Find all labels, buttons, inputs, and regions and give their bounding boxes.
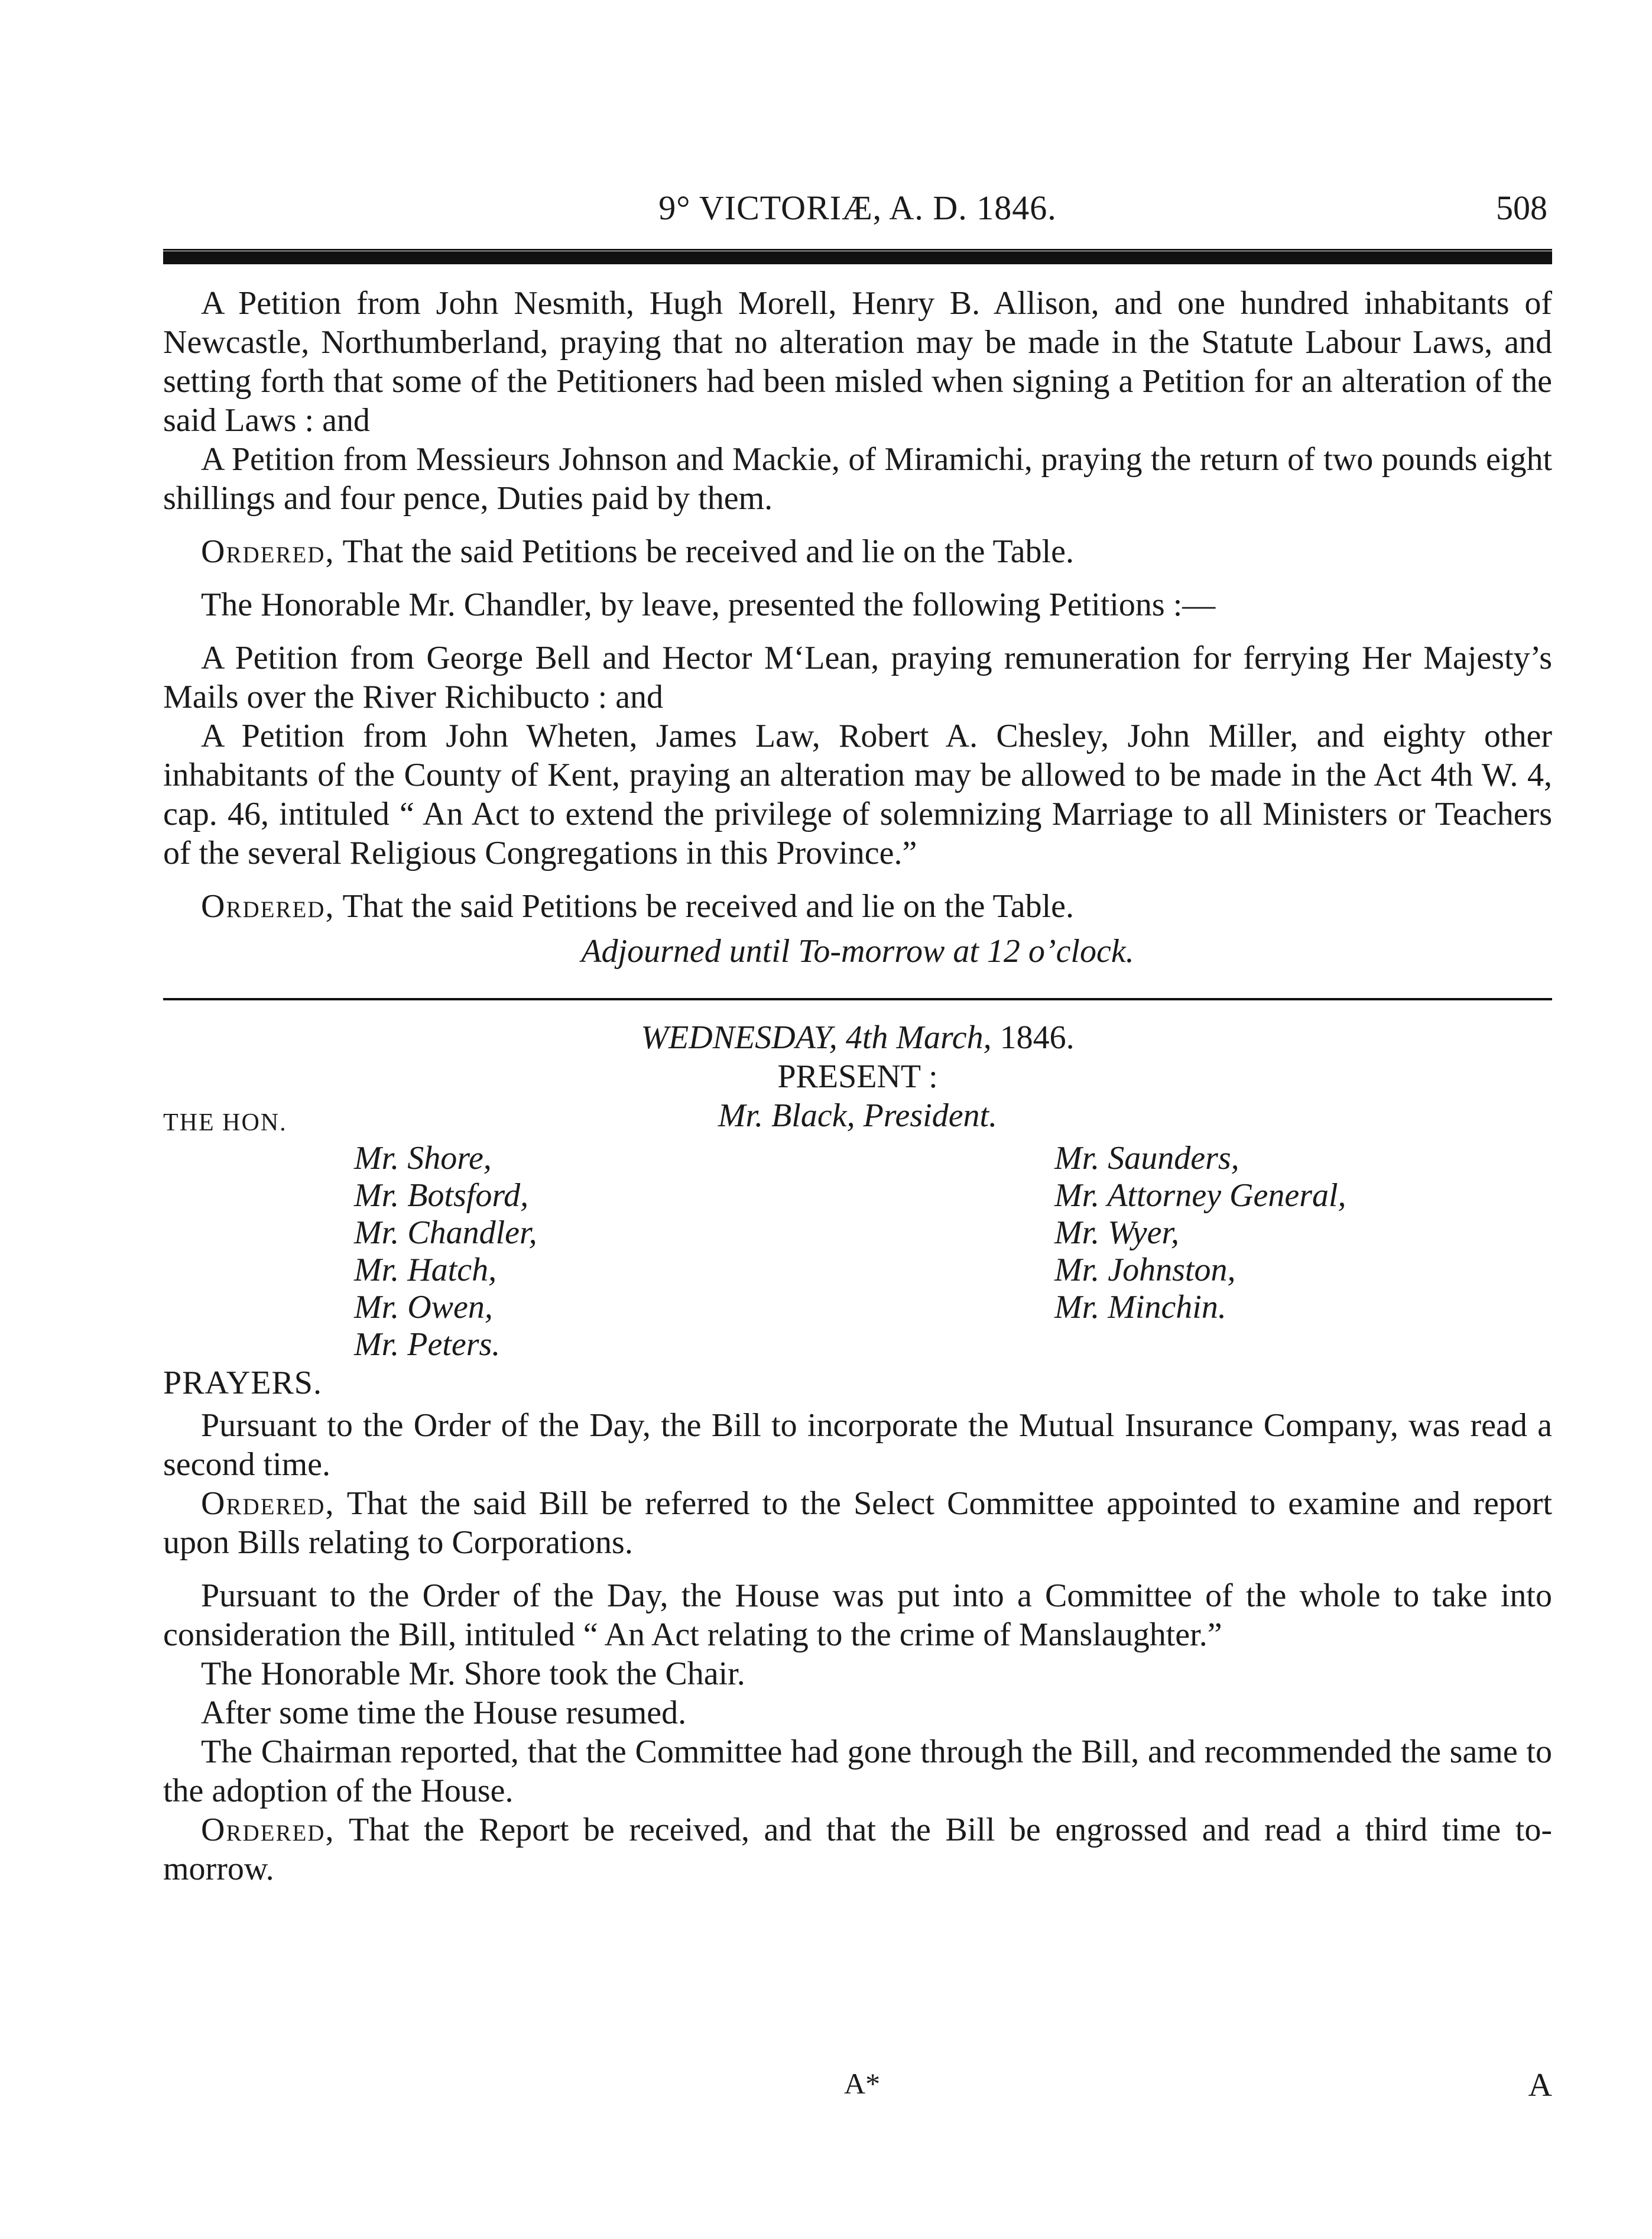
- house-resumed: After some time the House resumed.: [201, 1694, 687, 1731]
- member: Mr. Attorney General,: [1054, 1177, 1346, 1214]
- ordered-word: Ordered,: [201, 533, 335, 570]
- member: Mr. Owen,: [354, 1289, 493, 1326]
- ordered-text: That the Report be received, and that the Bill be engrossed and read a third time to-morrow.: [163, 1812, 1553, 1887]
- ordered-paragraph-4: [163, 1810, 1552, 1888]
- member: Mr. Botsford,: [354, 1177, 529, 1214]
- section-rule: [163, 998, 1552, 1000]
- member: Mr. Wyer,: [1054, 1214, 1180, 1251]
- present-label: PRESENT :: [777, 1058, 938, 1095]
- signature-letter: A: [1528, 2067, 1552, 2104]
- ordered-text: That the said Petitions be received and lie on the Table.: [342, 888, 1075, 925]
- ordered-paragraph-3: [163, 1484, 1552, 1562]
- mutual-insurance-bill: Pursuant to the Order of the Day, the Bill to incorporate the Mutual Insurance Company, was read a second time.: [163, 1407, 1552, 1483]
- petition-richibucto: A Petition from George Bell and Hector M‘Lean, praying remuneration for ferrying Her Majesty’s Mails over the River Richibucto : and: [163, 640, 1552, 715]
- prayers-heading: PRAYERS.: [163, 1365, 322, 1401]
- member: Mr. Chandler,: [354, 1214, 537, 1251]
- ordered-text: That the said Petitions be received and lie on the Table.: [342, 533, 1075, 570]
- member: Mr. Peters.: [354, 1326, 501, 1363]
- sitting-date: [163, 1018, 1552, 1057]
- header-rule-thin: [163, 249, 1552, 251]
- member: Mr. Saunders,: [1054, 1140, 1239, 1177]
- member: Mr. Minchin.: [1054, 1289, 1226, 1326]
- president: Mr. Black, President.: [718, 1097, 998, 1134]
- petition-newcastle: A Petition from John Nesmith, Hugh Morell, Henry B. Allison, and one hundred inhabitants of Newcastle, Northumberland, praying that no alteration may be made in the Statute Labour Laws, and setting forth that some of the Petitioners had been misled when signing a Petition for an alteration of the said Laws : and: [163, 285, 1552, 439]
- members-right-column: [1054, 1139, 1346, 1325]
- shore-chair: The Honorable Mr. Shore took the Chair.: [201, 1655, 745, 1692]
- ordered-word: Ordered,: [201, 1485, 335, 1522]
- running-head: 9° VICTORIÆ, A. D. 1846.: [658, 189, 1057, 227]
- member: Mr. Hatch,: [354, 1252, 497, 1288]
- page-footer: [163, 2066, 1552, 2108]
- chandler-presented: The Honorable Mr. Chandler, by leave, presented the following Petitions :—: [201, 587, 1216, 623]
- page-header: [163, 188, 1552, 235]
- president-row: [163, 1096, 1552, 1139]
- ordered-text: That the said Bill be referred to the Select Committee appointed to examine and report upon Bills relating to Corporations.: [163, 1485, 1553, 1561]
- adjourned-line: Adjourned until To-morrow at 12 o’clock.: [581, 933, 1134, 970]
- member: Mr. Johnston,: [1054, 1252, 1236, 1288]
- header-rule-thick: [163, 251, 1552, 264]
- members-list: [163, 1139, 1552, 1363]
- sitting-day: WEDNESDAY,: [641, 1019, 838, 1056]
- the-hon-label: THE HON.: [163, 1109, 287, 1136]
- manslaughter-bill: Pursuant to the Order of the Day, the House was put into a Committee of the whole to take into consideration the Bill, intituled “ An Act relating to the crime of Manslaughter.”: [163, 1577, 1552, 1653]
- ordered-paragraph-2: [163, 887, 1552, 926]
- petition-miramichi: A Petition from Messieurs Johnson and Mackie, of Miramichi, praying the return of two pounds eight shillings and four pence, Duties paid by them.: [163, 441, 1552, 517]
- ordered-paragraph-1: [163, 532, 1552, 571]
- journal-body: [163, 284, 1552, 1888]
- page-number: 508: [1496, 189, 1547, 227]
- ordered-word: Ordered,: [201, 888, 335, 925]
- ordered-word: Ordered,: [201, 1812, 335, 1848]
- petition-kent: A Petition from John Wheten, James Law, Robert A. Chesley, John Miller, and eighty other inhabitants of the County of Kent, praying an alteration may be allowed to be made in the Act 4th W. 4, cap. 46, intituled “ An Act to extend the privilege of solemnizing Marriage to all Ministers or Teachers of the several Religious Congregations in this Province.”: [163, 718, 1552, 871]
- sitting-year: 1846.: [999, 1019, 1075, 1056]
- signature-mark: A*: [844, 2067, 881, 2100]
- members-left-column: [354, 1139, 537, 1362]
- chairman-reported: The Chairman reported, that the Committee had gone through the Bill, and recommended the same to the adoption of the House.: [163, 1733, 1552, 1809]
- member: Mr. Shore,: [354, 1140, 492, 1177]
- sitting-date-it: 4th March,: [845, 1019, 992, 1056]
